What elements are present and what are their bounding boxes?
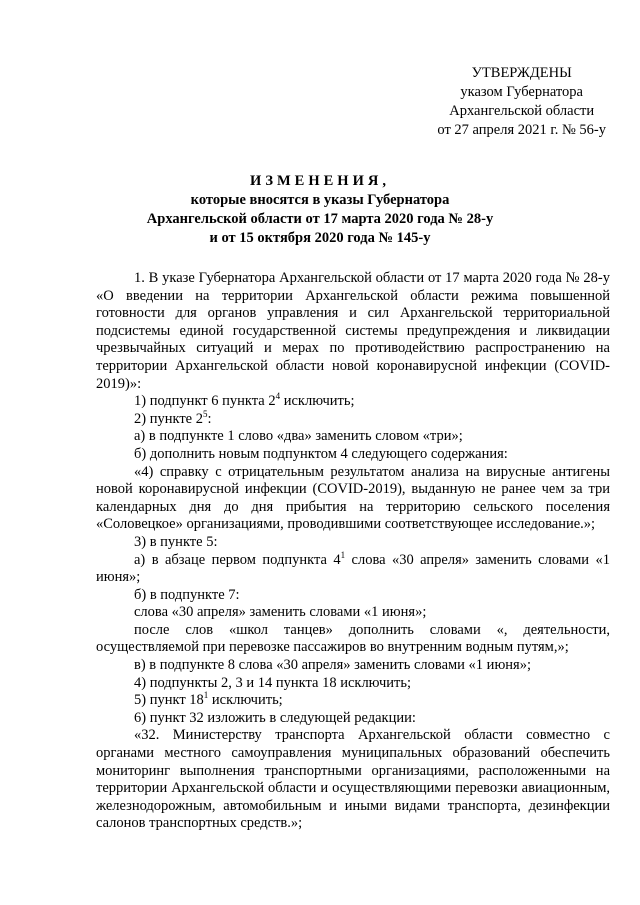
- item-1-superscript: 4: [275, 391, 281, 402]
- document-title: ИЗМЕНЕНИЯ,: [250, 173, 390, 189]
- approval-line-2: указом Губернатора: [460, 84, 583, 100]
- item-3b-1: слова «30 апреля» заменить словами «1 июня»;: [134, 604, 427, 621]
- item-1: [96, 393, 610, 411]
- item-2-text: 2) пункте 2: [134, 410, 203, 427]
- item-3b: б) в подпункте 7:: [134, 586, 240, 603]
- item-3c: в) в подпункте 8 слова «30 апреля» заменить словами «1 июня»;: [134, 657, 531, 674]
- item-6: 6) пункт 32 изложить в следующей редакции:: [134, 709, 416, 726]
- item-5-text-end: исключить;: [208, 692, 283, 709]
- quote-2: «32. Министерству транспорта Архангельской области совместно с органами местного самоуправления муниципальных образований обеспечить мониторинг выполнения транспортными организациями, расположенными на территории Архангельской области и осуществляющими перевозки авиационным, железнодорожным, автомобильным и иными видами транспорта, дезинфекции салонов транспортных средств.»;: [96, 727, 610, 832]
- item-3b-2: после слов «школ танцев» дополнить словами «, деятельности, осуществляемой при перевозке пассажиров во внутренним водным путям,»;: [96, 621, 610, 656]
- approval-stamp: [437, 64, 606, 140]
- item-3: 3) в пункте 5:: [134, 533, 218, 550]
- document-heading: [0, 172, 640, 248]
- item-3a-text: а) в абзаце первом подпункта 4: [134, 551, 341, 568]
- approval-line-3: Архангельской области: [449, 103, 595, 119]
- item-5-text: 5) пункт 18: [134, 692, 204, 709]
- quote-1: «4) справку с отрицательным результатом анализа на вирусные антигены новой коронавирусной инфекции (COVID-2019), выданную не ранее чем за три календарных дня до дня прибытия на территорию сельского поселения «Соловецкое» организациями, проводившими соответствующее исследование.»;: [96, 463, 610, 533]
- item-5: [96, 692, 610, 710]
- document-body: [96, 270, 610, 833]
- heading-line-3: Архангельской области от 17 марта 2020 года № 28-у: [146, 211, 494, 227]
- item-2a: а) в подпункте 1 слово «два» заменить словом «три»;: [134, 428, 463, 445]
- item-2-superscript: 5: [202, 408, 208, 419]
- item-3a: [96, 549, 610, 587]
- approval-line-1: УТВЕРЖДЕНЫ: [471, 65, 572, 81]
- item-2b: б) дополнить новым подпунктом 4 следующего содержания:: [134, 445, 508, 462]
- item-4: 4) подпункты 2, 3 и 14 пункта 18 исключить;: [134, 674, 411, 691]
- item-5-superscript: 1: [203, 690, 209, 701]
- approval-line-4: от 27 апреля 2021 г. № 56-у: [437, 122, 606, 138]
- heading-line-2: которые вносятся в указы Губернатора: [190, 192, 450, 208]
- paragraph-1: 1. В указе Губернатора Архангельской области от 17 марта 2020 года № 28-у «О введении на территории Архангельской области режима повышенной готовности для органов управления и сил Архангельской территориальной подсистемы единой государственной системы предупреждения и ликвидации чрезвычайных ситуаций и мерах по противодействию распространению на территории Архангельской области новой коронавирусной инфекции (COVID-2019)»:: [96, 270, 610, 392]
- heading-line-4: и от 15 октября 2020 года № 145-у: [209, 230, 431, 246]
- item-1-text: 1) подпункт 6 пункта 2: [134, 393, 276, 410]
- item-3a-text-end: слова «30 апреля» заменить словами «1 июня»;: [96, 551, 610, 586]
- item-3a-superscript: 1: [340, 549, 346, 560]
- item-2: [96, 408, 610, 429]
- item-1-text-end: исключить;: [280, 393, 355, 410]
- item-2-text-end: :: [207, 410, 212, 427]
